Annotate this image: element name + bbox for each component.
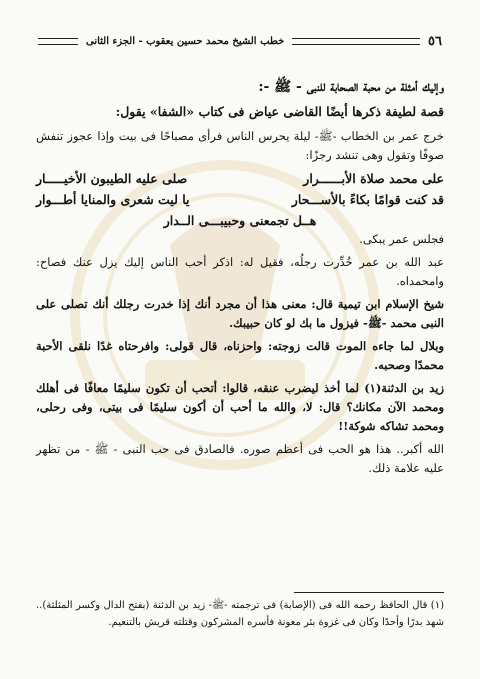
paragraph: عبد الله بن عمر خُدِّرت رجلُه، فقيل له: اذكر أحب الناس إليك يزل عنك فصاح: وامحمداه. [36,255,444,288]
section-subtitle: قصة لطيفة ذكرها أيضًا القاضى عياض فى كتاب «الشفا» يقول: [115,104,444,119]
paragraph: زيد بن الدثنة(١) لما أخذ ليضرب عنقه، قالوا: أتحب أن تكون سليمًا معافًا فى أهلك ومحمد الآن مكانك؟ قال: لا، والله ما أحب أن أكون سليمًا فى بيتى، وفى رحلى، ومحمد تشاكه شوكة!! [36,381,444,433]
header-rule-end [38,38,78,45]
page-body [36,64,444,482]
verse-hemistich: على محمد صلاة الأبــــــرار [303,171,444,186]
paragraph: خرج عمر بن الخطاب -ﷺ- ليلة يحرس الناس فرأى مصباحًا فى بيت وإذا عجوز تنفش صوفًا وتقول وهى تنشد رجزًا: [36,129,444,162]
page-header [38,30,442,52]
paragraph: فجلس عمر يبكى. [359,232,444,246]
verse-line [36,171,444,186]
paragraph: وبلال لما جاءه الموت قالت زوجته: واحزناه، قال قولى: وافرحتاه غدًا نلقى الأحبة محمدًا وصحبه. [36,339,444,372]
footnote: (١) قال الحافظ رحمه الله فى (الإصابة) فى ترجمته -ﷺ- زيد بن الدثنة (بفتح الدال وكسر المثلثة).. شهد بدرًا وأحدًا وكان فى غزوة بئر معونة فأسره المشركون وقتلته قريش بالتنعيم. [36,600,444,628]
footnote-rule [294,592,444,593]
paragraph: الله أكبر.. هذا هو الحب فى أعظم صوره. فالصادق فى حب النبى - ﷺ - من تظهر عليه علامة ذلك. [36,442,444,475]
verse-hemistich: هــل تجمعنى وحبيبـــى الــدار [163,213,317,228]
verse-line [36,213,444,228]
verse-line [36,192,444,207]
verse-hemistich: قد كنت قوامًا بكاءً بالأســـحار [291,192,444,207]
header-rule [292,38,420,45]
section-title: وإليك أمثلة من محبة الصحابة للنبى - ﷺ -: [258,79,444,95]
verse-hemistich: يا ليت شعرى والمنايا أطـــوار [36,192,190,207]
paragraph: شيخ الإسلام ابن تيمية قال: معنى هذا أن مجرد أنك إذا خدرت رجلك أنك تصلى على النبى محمد -ﷺ- فيزول ما بك لو كان حبيبك. [36,297,444,330]
verse-hemistich: صلى عليه الطيبون الأخيـــــار [36,171,188,186]
page-number: ٥٦ [428,33,442,49]
running-title: خطب الشيخ محمد حسين يعقوب - الجزء الثانى [86,35,285,47]
